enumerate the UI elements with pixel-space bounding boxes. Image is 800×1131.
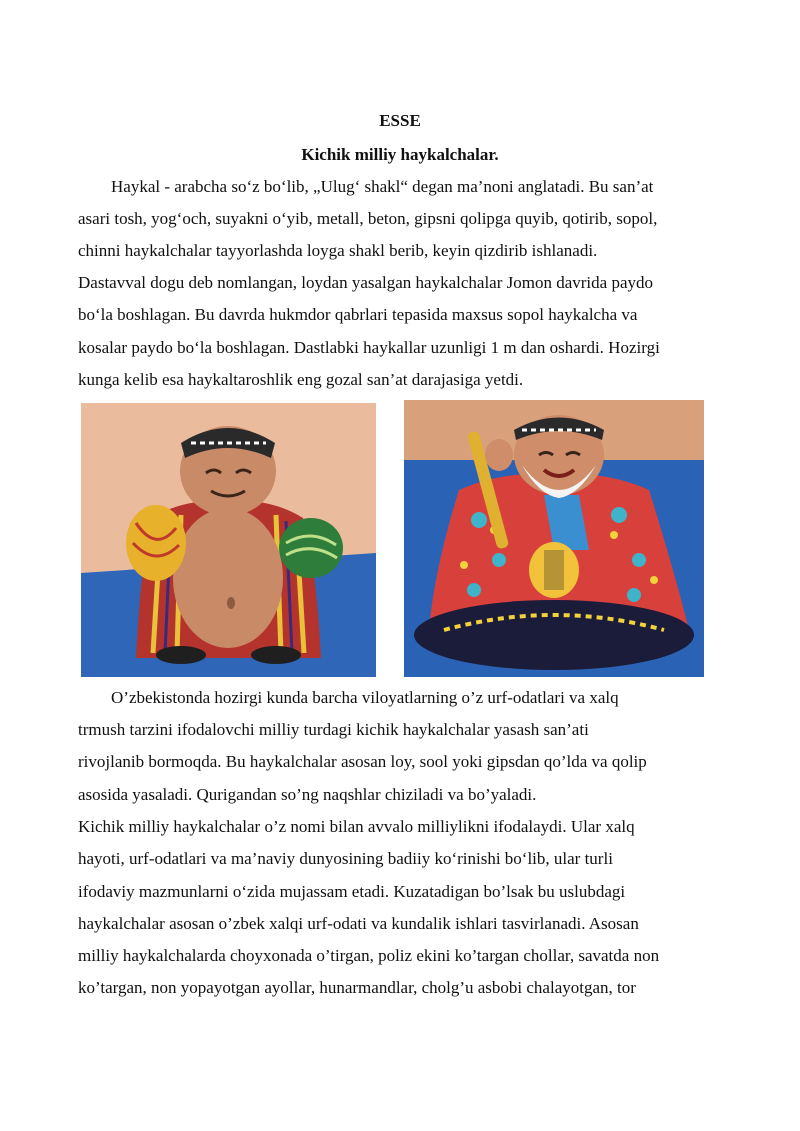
paragraph-1-line: kosalar paydo bo‘la boshlagan. Dastlabki haykallar uzunligi 1 m dan oshardi. Hozirgi [78, 338, 660, 357]
paragraph-3-line: milliy haykalchalarda choyxonada o’tirgan, poliz ekini ko’targan chollar, savatda non [78, 946, 660, 965]
paragraph-1-line: Haykal - arabcha so‘z bo‘lib, „Ulug‘ shakl“ degan ma’noni anglatadi. Bu san’at [111, 177, 654, 196]
paragraph-1-line: bo‘la boshlagan. Bu davrda hukmdor qabrlari tepasida maxsus sopol haykalcha va [78, 305, 638, 324]
paragraph-2-line: asosida yasaladi. Qurigandan so’ng naqshlar chiziladi va bo’yaladi. [78, 785, 537, 804]
paragraph-3-line: ko’targan, non yopayotgan ayollar, hunarmandlar, cholg’u asbobi chalayotgan, tor [78, 978, 636, 997]
clay-figurine-musician-photo [404, 400, 704, 677]
paragraph-1-line: asari tosh, yog‘och, suyakni o‘yib, metall, beton, gipsni qolipga quyib, qotirib, sopol, [78, 209, 658, 228]
paragraph-2-line: trmush tarzini ifodalovchi milliy turdagi kichik haykalchalar yasash san’ati [78, 720, 589, 739]
paragraph-1-line: Dastavval dogu deb nomlangan, loydan yasalgan haykalchalar Jomon davrida paydo [78, 273, 653, 292]
paragraph-1-line: chinni haykalchalar tayyorlashda loyga shakl berib, keyin qizdirib ishlanadi. [78, 241, 598, 260]
figurine-photo-right [404, 400, 704, 677]
paragraph-3-line: Kichik milliy haykalchalar o’z nomi bilan avvalo milliylikni ifodalaydi. Ular xalq [78, 817, 635, 836]
paragraph-3-line: ifodaviy mazmunlarni o‘zida mujassam etadi. Kuzatadigan bo’lsak bu uslubdagi [78, 882, 626, 901]
paragraph-2-line: O’zbekistonda hozirgi kunda barcha viloyatlarning o’z urf-odatlari va xalq [111, 688, 619, 707]
paragraph-1-line: kunga kelib esa haykaltaroshlik eng gozal san’at darajasiga yetdi. [78, 370, 524, 389]
paragraph-3-line: haykalchalar asosan o’zbek xalqi urf-odati va kundalik ishlari tasvirlanadi. Asosan [78, 914, 639, 933]
figurine-photo-left [81, 403, 376, 677]
essay-title: Kichik milliy haykalchalar. [301, 145, 499, 164]
paragraph-3-line: hayoti, urf-odatlari va ma’naviy dunyosining badiiy ko‘rinishi bo‘lib, ular turli [78, 849, 613, 868]
paragraph-2-line: rivojlanib bormoqda. Bu haykalchalar asosan loy, sool yoki gipsdan qo’lda va qolip [78, 752, 647, 771]
clay-figurine-melon-man-photo [81, 403, 376, 677]
essay-heading: ESSE [379, 111, 421, 130]
